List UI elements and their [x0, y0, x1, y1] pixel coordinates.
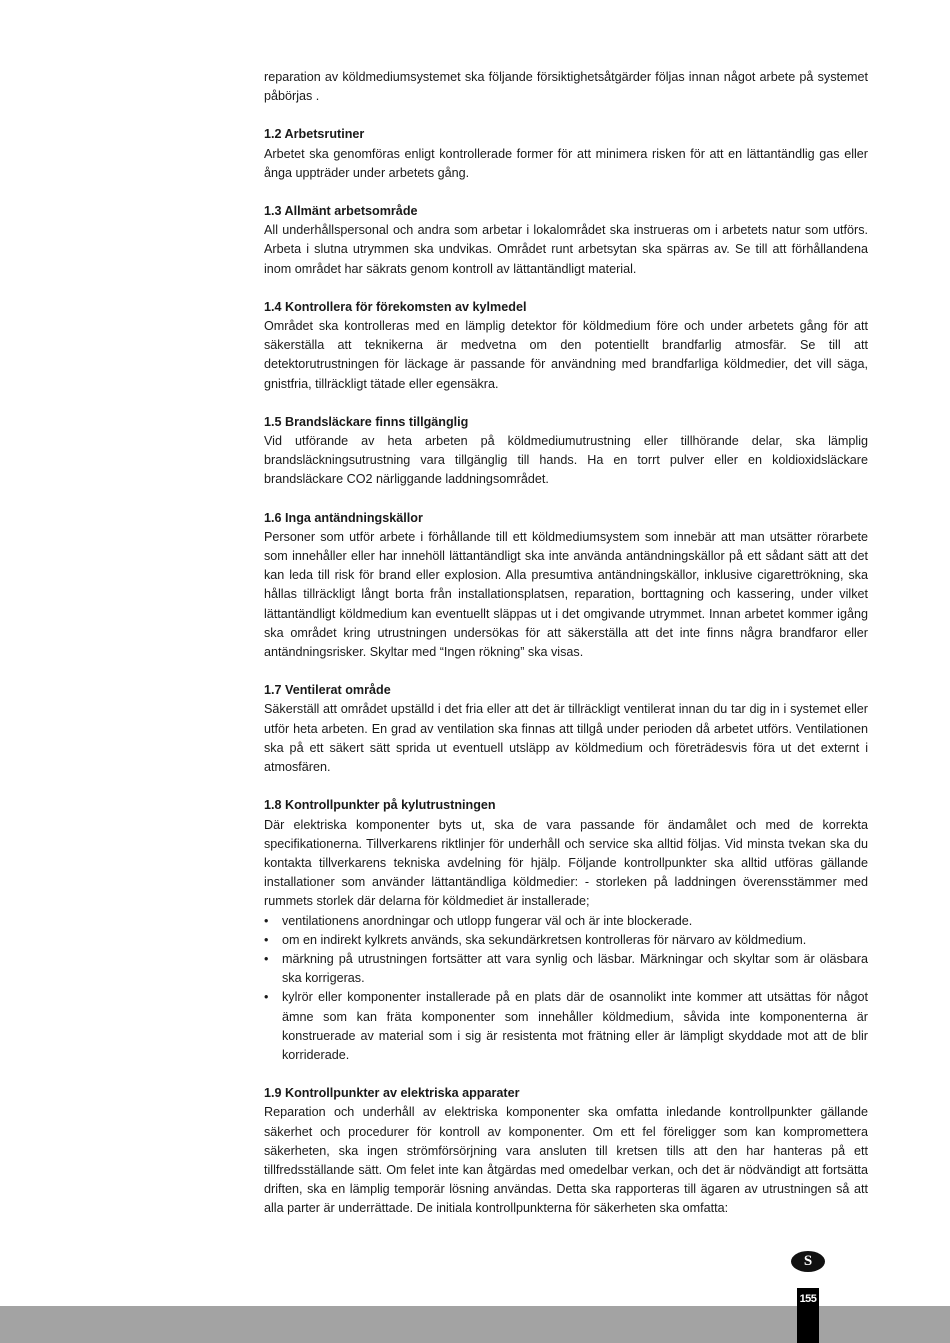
bullet-list — [264, 912, 868, 1066]
document-body — [264, 68, 868, 1219]
list-item: • ventilationens anordningar och utlopp fungerar väl och är inte blockerade. — [264, 912, 868, 931]
list-item: • om en indirekt kylkrets används, ska sekundärkretsen kontrolleras för närvaro av köldmedium. — [264, 931, 868, 950]
section-heading: 1.6 Inga antändningskällor — [264, 510, 423, 525]
page-number-tab — [797, 1288, 819, 1343]
section-heading: 1.3 Allmänt arbetsområde — [264, 204, 418, 219]
section-body: Arbetet ska genomföras enligt kontrollerade former för att minimera risken för att en lättantändlig gas eller ånga uppträder under arbetets gång. — [264, 146, 868, 180]
section-body: Området ska kontrolleras med en lämplig detektor för köldmedium före och under arbetets gång för att säkerställa att teknikerna är medvetna om den potentiellt brandfarlig atmosfär. Se till att detektorutrustningen för läckage är passande för användning med brandfarliga köldmedier, det vill säga, gnistfria, tillräckligt tätade eller egensäkra. — [264, 319, 868, 391]
section-body: Personer som utför arbete i förhållande till ett köldmediumsystem som innebär att man utsätter rörarbete som innehåller eller har innehöll lättantändligt ska inte använda antändningskällor på ett sådant sätt att det kan leda till risk för brand eller explosion. Alla presumtiva antändningskällor, inklusive cigarettrökning, ska hållas tillräckligt långt borta från installationsplatsen, reparation, borttagning och kassering, under vilket lättantändligt köldmedium kan eventuellt släppas ut i det omgivande utrymmet. Innan arbetet kommer igång ska området kring utrustningen undersökas för att säkerställa att det inte finns några brandfaror eller antändningsrisker. Skyltar med “Ingen rökning” ska visas. — [264, 529, 868, 660]
section-1-9 — [264, 1084, 868, 1218]
section-1-2 — [264, 125, 868, 183]
section-heading: 1.7 Ventilerat område — [264, 683, 391, 698]
section-1-4 — [264, 298, 868, 394]
language-badge: S — [791, 1251, 825, 1272]
section-body: Vid utförande av heta arbeten på köldmediumutrustning eller tillhörande delar, ska lämplig brandsläckningsutrustning vara tillgänglig till hands. Ha en torrt pulver eller en koldioxidsläckare brandsläckare CO2 närliggande laddningsområdet. — [264, 434, 868, 487]
section-heading: 1.8 Kontrollpunkter på kylutrustningen — [264, 798, 496, 813]
section-heading: 1.2 Arbetsrutiner — [264, 127, 365, 142]
section-body: Där elektriska komponenter byts ut, ska de vara passande för ändamålet och med de korrekta specifikationerna. Tillverkarens riktlinjer för underhåll och service ska alltid följas. Vid minsta tvekan ska du kontakta tillverkarens tekniska avdelning för hjälp. Följande kontrollpunkter ska alltid utföras gällande installationer som använder lättantändliga köldmedier: - storleken på laddningen överensstämmer med rummets storlek där delarna för köldmediet är installerade; — [264, 817, 868, 909]
section-1-7 — [264, 681, 868, 777]
intro-paragraph: reparation av köldmediumsystemet ska följande försiktighetsåtgärder följas innan något arbete på systemet påbörjas . — [264, 70, 868, 104]
section-1-8 — [264, 796, 868, 1065]
section-heading: 1.4 Kontrollera för förekomsten av kylmedel — [264, 299, 527, 314]
section-1-3 — [264, 202, 868, 279]
list-item: • kylrör eller komponenter installerade på en plats där de osannolikt inte kommer att utsättas för något ämne som kan fräta komponenter som innehåller köldmedium, såvida inte komponenterna är konstruerade av material som i sig är resistenta mot frätning eller är lämpligt skyddade mot att de blir korriderade. — [264, 988, 868, 1065]
section-1-6 — [264, 509, 868, 663]
page-number: 155 — [799, 1293, 817, 1305]
list-item: • märkning på utrustningen fortsätter att vara synlig och läsbar. Märkningar och skyltar som är oläsbara ska korrigeras. — [264, 950, 868, 988]
section-heading: 1.9 Kontrollpunkter av elektriska apparater — [264, 1086, 520, 1101]
section-1-5 — [264, 413, 868, 490]
section-heading: 1.5 Brandsläckare finns tillgänglig — [264, 414, 469, 429]
section-body: Säkerställ att området upställd i det fria eller att det är tillräckligt ventilerat innan du tar dig in i systemet eller utför heta arbeten. En grad av ventilation ska finnas att tillgå under perioden då arbetet utförs. Ventilationen ska på ett säkert sätt sprida ut eventuell utsläpp av köldmedium och företrädesvis föra ut det externt i atmosfären. — [264, 702, 868, 775]
section-body: All underhållspersonal och andra som arbetar i lokalområdet ska instrueras om i arbetets natur som utförs. Arbeta i slutna utrymmen ska undvikas. Området runt arbetsytan ska spärras av. Se till att förhållandena inom området har säkrats genom kontroll av lättantändligt material. — [264, 223, 868, 276]
section-body: Reparation och underhåll av elektriska komponenter ska omfatta inledande kontrollpunkter gällande säkerhet och procedurer för kontroll av komponenter. Om ett fel föreligger som kan kompromettera säkerheten, ska ingen strömförsörjning vara ansluten till kretsen tills att den har hanteras på ett tillfredsställande sätt. Om felet inte kan åtgärdas med omedelbar verkan, och det är nödvändigt att fortsätta driften, ska en lämplig temporär lösning användas. Detta ska rapporteras till ägaren av utrustningen så att alla parter är underrättade. De initiala kontrollpunkterna för säkerheten ska omfatta: — [264, 1105, 868, 1216]
